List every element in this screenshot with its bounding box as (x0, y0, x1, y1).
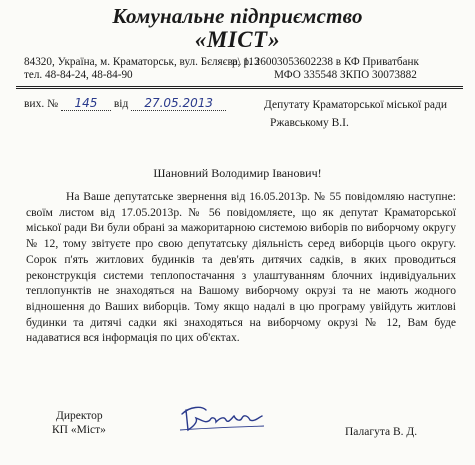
outgoing-reference (24, 96, 226, 111)
bank-codes-line: МФО 335548 ЗКПО 30073882 (274, 69, 417, 81)
letterhead-divider (16, 86, 463, 89)
letter-body: На Ваше депутатське звернення від 16.05.2013р. № 55 повідомляю наступне: своїм листом від 17.05.2013р. № 56 повідомляєте, що як депутат Краматорської міської ради Ви були обрані за мажоритарною системою виборів по виборчому округу № 12, тому звітуєте про свою депутатську діяльність серед виборців цього округу. Сорок п'ять житлових будинків та дев'ять дитячих садків, в яких проводиться реконструкція системи теплопостачання з улаштуванням блочних індивідуальних теплопунктів не знаходяться на Вашому виборчому окрузі та не мають жодного відношення до Ваших виборців. Тому якщо надалі в цю програму увійдуть житлові будинки та дитячі садки які знаходяться на виборчому окрузі № 12, Вам буде надаватися вся інформація по цих об'єктах. (26, 190, 456, 345)
letterhead-bank-details (232, 56, 419, 82)
salutation: Шановний Володимир Іванович! (153, 166, 322, 180)
recipient-block (264, 96, 447, 132)
outgoing-number: 145 (61, 96, 111, 111)
recipient-name: Ржавському В.І. (270, 117, 349, 129)
signatory-organization: КП «Міст» (52, 424, 106, 436)
bank-account-line: р\ р. 26003053602238 в КФ Приватбанк (232, 56, 419, 68)
outgoing-date-label: від (113, 98, 129, 110)
outgoing-number-label: вих. № (24, 98, 59, 110)
outgoing-date: 27.05.2013 (131, 96, 226, 111)
phone-line: тел. 48-84-24, 48-84-90 (24, 69, 133, 81)
signatory-title (52, 409, 106, 437)
letterhead-org-name: Комунальне підприємство (112, 4, 363, 28)
address-line: 84320, Україна, м. Краматорськ, вул. Бєляєва, 113 (24, 56, 260, 68)
letterhead-org-brand: «МІСТ» (194, 27, 281, 52)
letterhead-address (24, 56, 260, 82)
recipient-position: Депутату Краматорської міської ради (264, 99, 448, 111)
handwritten-signature (176, 400, 266, 436)
signatory-name: Палагута В. Д. (345, 426, 418, 438)
signatory-position: Директор (56, 410, 103, 422)
